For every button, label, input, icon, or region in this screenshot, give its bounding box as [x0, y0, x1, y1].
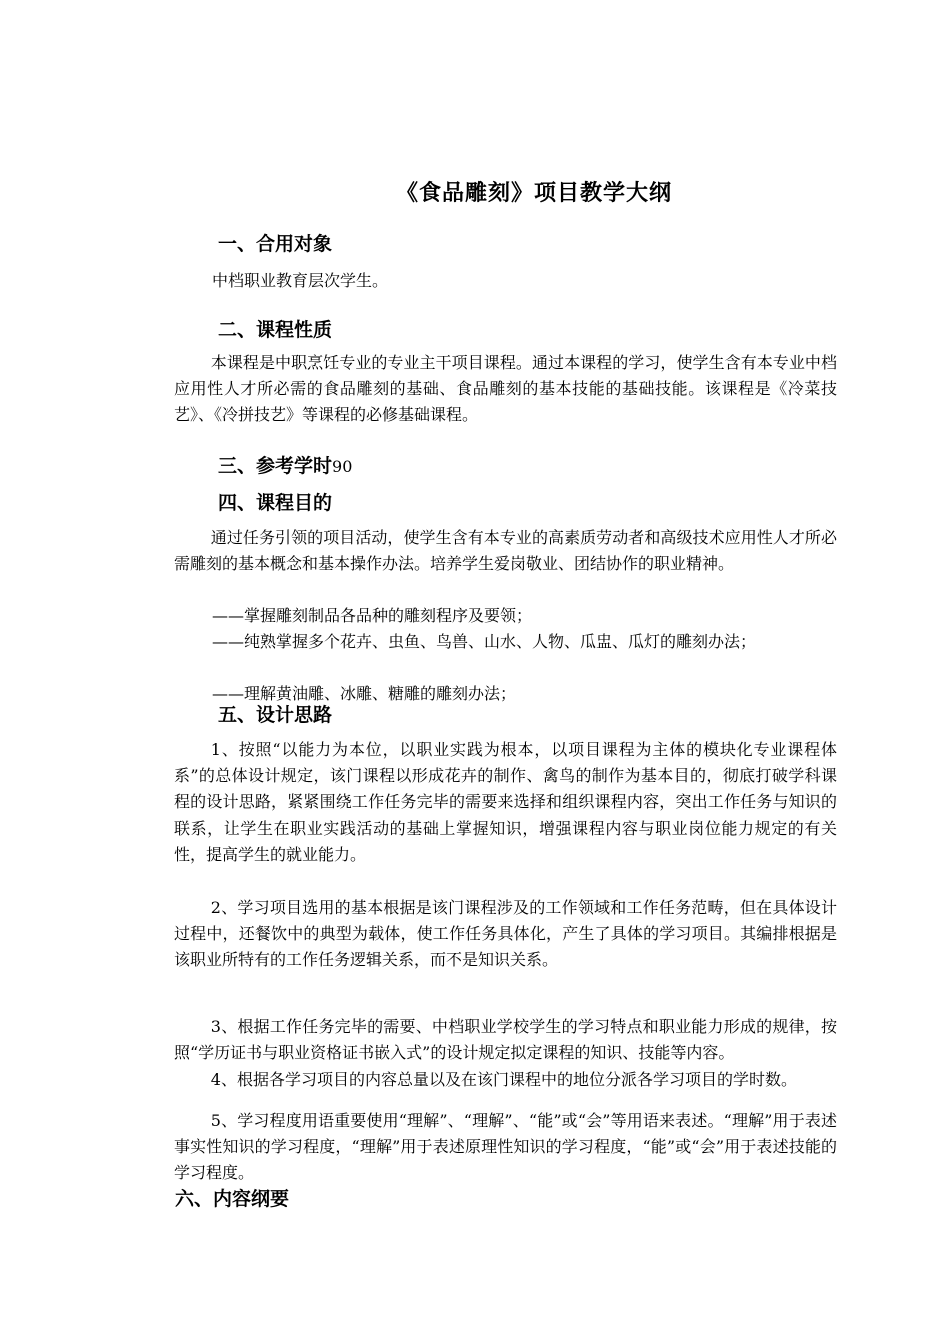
- section-heading-content-outline: 六、内容纲要: [175, 1188, 290, 1210]
- goal-item: ——理解黄油雕、冰雕、糖雕的雕刻办法；: [212, 684, 517, 703]
- design-paragraph-3: 3、根据工作任务完毕的需要、中档职业学校学生的学习特点和职业能力形成的规律，按照“学历证书与职业资格证书嵌入式”的设计规定拟定课程的知识、技能等内容。: [174, 1017, 837, 1063]
- document-title: 《食品雕刻》项目教学大纲: [395, 181, 672, 206]
- section-body-target-audience: 中档职业教育层次学生。: [212, 271, 389, 290]
- section-body-course-goals: 通过任务引领的项目活动，使学生含有本专业的高素质劳动者和高级技术应用性人才所必需雕刻的基本概念和基本操作办法。培养学生爱岗敬业、团结协作的职业精神。: [174, 528, 837, 574]
- design-paragraph-1: 1、按照“以能力为本位，以职业实践为根本，以项目课程为主体的模块化专业课程体系”的总体设计规定，该门课程以形成花卉的制作、禽鸟的制作为基本目的，彻底打破学科课程的设计思路，紧紧围绕工作任务完毕的需要来选择和组织课程内容，突出工作任务与知识的联系，让学生在职业实践活动的基础上掌握知识，增强课程内容与职业岗位能力规定的有关性，提高学生的就业能力。: [174, 740, 837, 864]
- section-heading-target-audience: 一、合用对象: [218, 233, 333, 255]
- section-heading-reference-hours: [218, 452, 352, 481]
- section-heading-course-goals: 四、课程目的: [218, 492, 333, 514]
- reference-hours-value: 90: [332, 457, 353, 476]
- design-paragraph-4: 4、根据各学习项目的内容总量以及在该门课程中的地位分派各学习项目的学时数。: [210, 1070, 797, 1089]
- goal-item: ——掌握雕刻制品各品种的雕刻程序及要领；: [212, 606, 533, 625]
- section-heading-course-nature: 二、课程性质: [218, 319, 333, 341]
- reference-hours-label: 三、参考学时: [218, 455, 333, 477]
- design-paragraph-2: 2、学习项目选用的基本根据是该门课程涉及的工作领域和工作任务范畴，但在具体设计过程中，还餐饮中的典型为载体，使工作任务具体化，产生了具体的学习项目。其编排根据是该职业所特有的工作任务逻辑关系，而不是知识关系。: [174, 898, 837, 970]
- section-body-course-nature: 本课程是中职烹饪专业的专业主干项目课程。通过本课程的学习，使学生含有本专业中档应用性人才所必需的食品雕刻的基础、食品雕刻的基本技能的基础技能。该课程是《冷菜技艺》、《冷拼技艺》等课程的必修基础课程。: [174, 353, 837, 425]
- goal-item: ——纯熟掌握多个花卉、虫鱼、鸟兽、山水、人物、瓜盅、瓜灯的雕刻办法；: [212, 632, 757, 651]
- section-heading-design-approach: 五、设计思路: [218, 704, 333, 726]
- design-paragraph-5: 5、学习程度用语重要使用“理解”、“理解”、“能”或“会”等用语来表述。“理解”用于表述事实性知识的学习程度，“理解”用于表述原理性知识的学习程度，“能”或“会”用于表述技能的学习程度。: [174, 1111, 837, 1183]
